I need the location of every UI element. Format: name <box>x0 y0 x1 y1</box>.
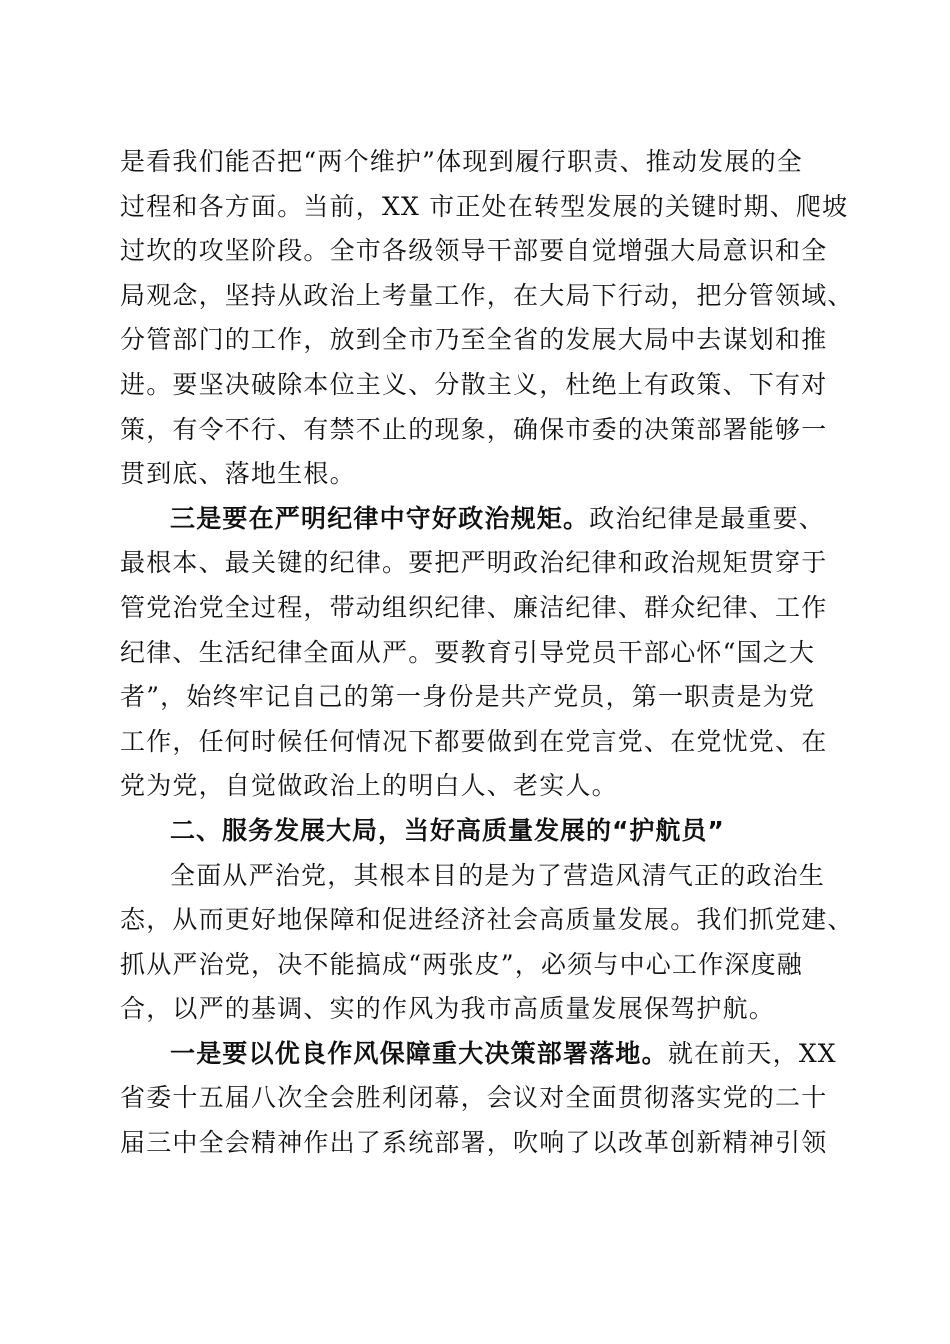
text-line: 合，以严的基调、实的作风为我市高质量发展保驾护航。 <box>120 994 776 1024</box>
text-line: 者”，始终牢记自己的第一身份是共产党员，第一职责是为党 <box>120 682 816 712</box>
paragraph-1 <box>120 140 854 497</box>
paragraph-text: 政治纪律是最重要、 <box>589 503 826 533</box>
document-body <box>120 140 854 1166</box>
text-line: 是看我们能否把“两个维护”体现到履行职责、推动发展的全 <box>120 147 803 176</box>
text-line: 过程和各方面。当前，XX 市正处在转型发展的关键时期、爬坡 <box>120 191 849 221</box>
section-heading <box>120 809 840 854</box>
text-line: 党为党，自觉做政治上的明白人、老实人。 <box>120 771 618 801</box>
paragraph-3 <box>120 854 854 1032</box>
text-line: 最根本、最关键的纪律。要把严明政治纪律和政治规矩贯穿于 <box>120 548 828 578</box>
paragraph-4 <box>120 1032 840 1166</box>
text-line: 工作，任何时候任何情况下都要做到在党言党、在党忧党、在 <box>120 726 828 756</box>
paragraph-text: 就在前天，XX <box>667 1038 837 1068</box>
text-line: 局观念，坚持从政治上考量工作，在大局下行动，把分管领域、 <box>120 280 854 310</box>
text-line: 省委十五届八次全会胜利闭幕，会议对全面贯彻落实党的二十 <box>120 1083 828 1113</box>
text-line: 过坎的攻坚阶段。全市各级领导干部要自觉增强大局意识和全 <box>120 236 828 266</box>
text-line <box>120 497 840 542</box>
text-line: 进。要坚决破除本位主义、分散主义，杜绝上有政策、下有对 <box>120 369 828 399</box>
text-line: 全面从严治党，其根本目的是为了营造风清气正的政治生 <box>170 860 826 890</box>
text-line: 抓从严治党，决不能搞成“两张皮”，必须与中心工作深度融 <box>120 949 803 979</box>
section-heading-text: 二、服务发展大局，当好高质量发展的“护航员” <box>170 815 725 845</box>
text-line: 态，从而更好地保障和促进经济社会高质量发展。我们抓党建、 <box>120 905 854 935</box>
paragraph-2 <box>120 497 840 809</box>
text-line <box>120 1032 840 1077</box>
text-line: 策，有令不行、有禁不止的现象，确保市委的决策部署能够一 <box>120 414 828 444</box>
text-line: 管党治党全过程，带动组织纪律、廉洁纪律、群众纪律、工作 <box>120 592 828 622</box>
paragraph-lead: 一是要以优良作风保障重大决策部署落地。 <box>170 1038 668 1068</box>
text-line: 分管部门的工作，放到全市乃至全省的发展大局中去谋划和推 <box>120 325 828 355</box>
paragraph-lead: 三是要在严明纪律中守好政治规矩。 <box>170 503 590 533</box>
text-line: 纪律、生活纪律全面从严。要教育引导党员干部心怀“国之大 <box>120 637 816 667</box>
text-line: 届三中全会精神作出了系统部署，吹响了以改革创新精神引领 <box>120 1128 828 1158</box>
text-line: 贯到底、落地生根。 <box>120 459 356 489</box>
